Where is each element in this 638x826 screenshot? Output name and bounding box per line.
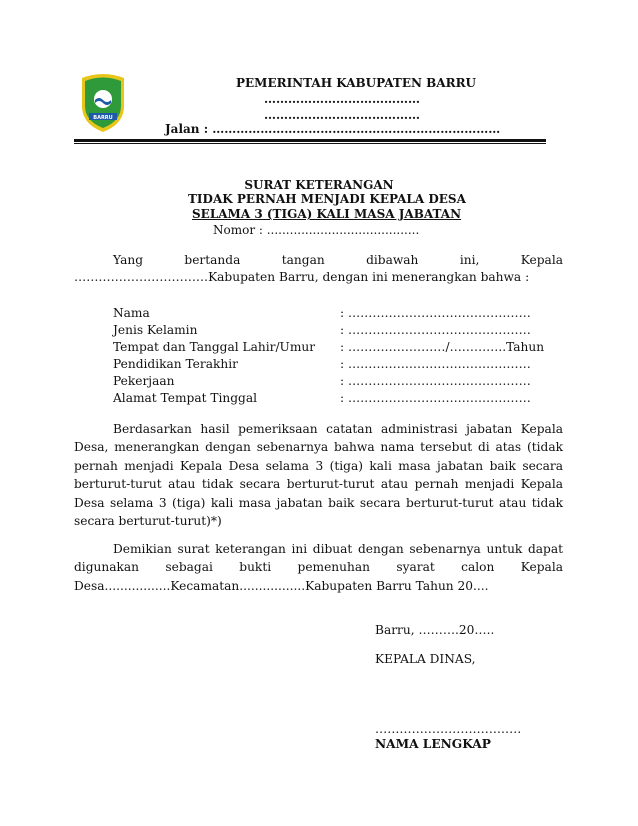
field-label-gender: Jenis Kelamin: [113, 323, 198, 337]
statement-paragraph: [74, 420, 563, 530]
intro-word: bertanda: [184, 253, 241, 267]
doc-subtitle-2: SELAMA 3 (TIGA) KALI MASA JABATAN: [192, 207, 462, 221]
header-address: Jalan : ………………………………………………………………: [165, 122, 501, 136]
signer-position: KEPALA DINAS,: [375, 652, 476, 666]
doc-subtitle-1: TIDAK PERNAH MENJADI KEPALA DESA: [188, 192, 466, 206]
doc-title: SURAT KETERANGAN: [244, 178, 394, 192]
intro-word: dibawah: [366, 253, 419, 267]
intro-word: Kepala: [520, 253, 563, 267]
place-date: Barru, ……….20…..: [375, 623, 495, 637]
intro-word: Yang: [113, 253, 144, 267]
field-label-address: Alamat Tempat Tinggal: [113, 391, 257, 405]
field-label-birth: Tempat dan Tanggal Lahir/Umur: [113, 340, 316, 354]
field-value-gender: : ………………………………………: [340, 323, 531, 337]
signer-name: NAMA LENGKAP: [375, 737, 491, 751]
field-value-education: : ………………………………………: [340, 357, 531, 371]
header-divider: [74, 139, 546, 142]
signature-line: ………………………………: [375, 722, 522, 736]
intro-word: tangan: [281, 253, 325, 267]
closing-text: Demikian surat keterangan ini dibuat dengan sebenarnya untuk dapat digunakan sebagai bukti pemenuhan syarat calon Kepala Desa.................Kecamatan.................Kabupaten Barru Tahun 20....: [74, 542, 563, 593]
field-value-birth: : ……………………/…………..Tahun: [340, 340, 545, 354]
field-label-occupation: Pekerjaan: [113, 374, 175, 388]
logo-label: BARRU: [93, 115, 113, 121]
field-value-address: : ………………………………………: [340, 391, 531, 405]
intro-word: ini,: [459, 253, 480, 267]
field-value-name: : ………………………………………: [340, 306, 531, 320]
intro-line-2: ……………………………Kabupaten Barru, dengan ini menerangkan bahwa :: [74, 270, 530, 284]
header-dots-2: …………………………………: [264, 108, 420, 122]
regency-logo: [78, 72, 128, 134]
field-label-education: Pendidikan Terakhir: [113, 357, 238, 371]
doc-number: Nomor : ........................................: [213, 223, 420, 237]
header-divider-thin: [74, 143, 546, 144]
header-dots-1: …………………………………: [264, 92, 420, 106]
field-value-occupation: : ………………………………………: [340, 374, 531, 388]
closing-paragraph: [74, 540, 563, 595]
org-name: PEMERINTAH KABUPATEN BARRU: [236, 76, 477, 90]
field-label-name: Nama: [113, 306, 150, 320]
statement-text: Berdasarkan hasil pemeriksaan catatan administrasi jabatan Kepala Desa, menerangkan dengan sebenarnya bahwa nama tersebut di atas (tidak pernah menjadi Kepala Desa selama 3 (tiga) kali masa jabatan baik secara berturut-turut atau tidak secara berturut-turut atau pernah menjadi Kepala Desa selama 3 (tiga) kali masa jabatan baik secara berturut-turut atau tidak secara berturut-turut)*): [74, 422, 563, 529]
intro-line-1: [113, 253, 563, 267]
